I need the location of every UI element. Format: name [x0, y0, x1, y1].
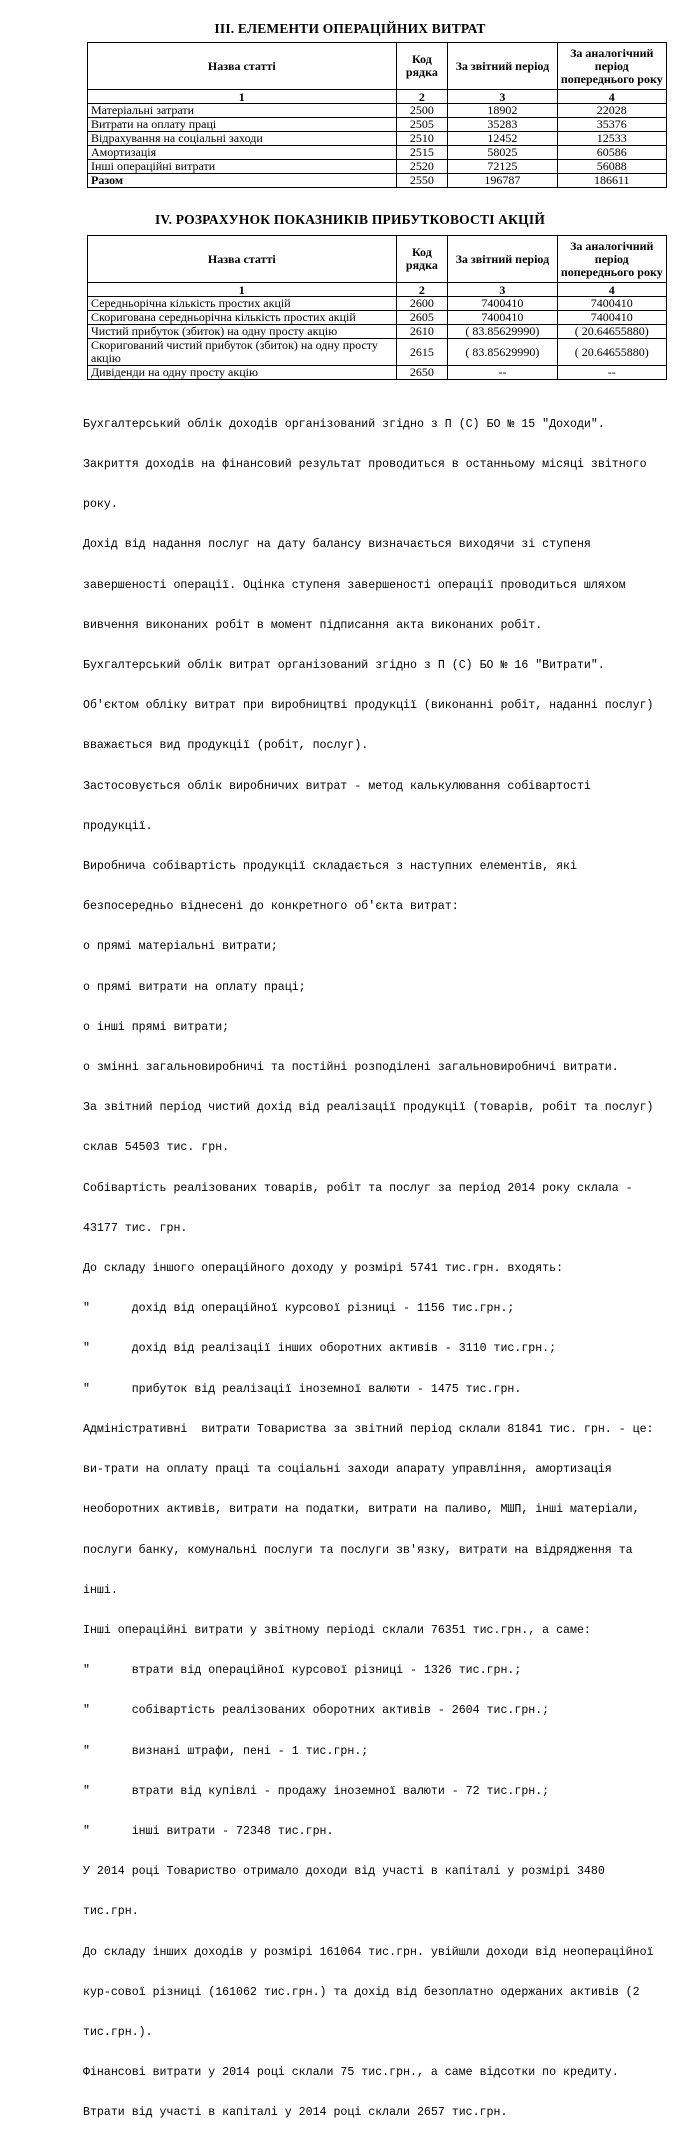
column-number: 3	[448, 90, 557, 104]
note-line: о прямі витрати на оплату праці;	[83, 980, 306, 994]
table-row	[88, 366, 667, 380]
row-code: 2605	[396, 311, 448, 325]
note-line: Виробнича собівартість продукції складається з наступних елементів, які	[83, 860, 577, 874]
header-name: Назва статті	[88, 43, 397, 90]
note-line: Закриття доходів на фінансовий результат проводиться в останньому місяці звітного	[83, 458, 647, 472]
row-code: 2515	[396, 146, 448, 160]
row-name: Амортизація	[88, 146, 397, 160]
note-line: 43177 тис. грн.	[83, 1221, 188, 1235]
note-line: Об'єктом обліку витрат при виробництві продукції (виконанні робіт, наданні послуг)	[83, 699, 654, 713]
row-previous: 22028	[557, 104, 666, 118]
row-code: 2505	[396, 118, 448, 132]
header-previous: За аналогічний період попереднього року	[557, 43, 666, 90]
column-number: 4	[557, 283, 666, 297]
table-row	[88, 311, 667, 325]
table-total-row	[88, 174, 667, 188]
header-code: Код рядка	[396, 236, 448, 283]
header-name: Назва статті	[88, 236, 397, 283]
row-current: 196787	[448, 174, 557, 188]
table-row	[88, 146, 667, 160]
note-line: вважається вид продукції (робіт, послуг).	[83, 739, 369, 753]
table-row	[88, 325, 667, 339]
header-code: Код рядка	[396, 43, 448, 90]
share-profitability-table	[87, 235, 667, 380]
note-line: " прибуток від реалізації іноземної валюти - 1475 тис.грн.	[83, 1382, 522, 1396]
note-line: о змінні загальновиробничі та постійні розподілені загальновиробничі витрати.	[83, 1061, 619, 1075]
table-row	[88, 339, 667, 366]
note-line: тис.грн.	[83, 1905, 139, 1919]
row-code: 2600	[396, 297, 448, 311]
row-code: 2520	[396, 160, 448, 174]
column-number: 4	[557, 90, 666, 104]
row-current: ( 83.85629990)	[448, 339, 557, 366]
note-line: Застосовується облік виробничих витрат - метод калькулювання собівартості	[83, 779, 591, 793]
row-code: 2500	[396, 104, 448, 118]
row-name: Інші операційні витрати	[88, 160, 397, 174]
row-previous: 7400410	[557, 297, 666, 311]
row-name: Матеріальні затрати	[88, 104, 397, 118]
operating-expenses-table	[87, 42, 667, 188]
row-code: 2650	[396, 366, 448, 380]
note-line: о інші прямі витрати;	[83, 1020, 230, 1034]
row-previous: 35376	[557, 118, 666, 132]
note-line: " втрати від операційної курсової різниці - 1326 тис.грн.;	[83, 1664, 522, 1678]
note-line: Дохід від надання послуг на дату балансу визначається виходячи зі ступеня	[83, 538, 591, 552]
note-line: Адміністративні витрати Товариства за звітний період склали 81841 тис. грн. - це:	[83, 1422, 654, 1436]
table-row	[88, 118, 667, 132]
column-number: 2	[396, 90, 448, 104]
row-previous: 56088	[557, 160, 666, 174]
row-previous: 186611	[557, 174, 666, 188]
row-name: Середньорічна кількість простих акцій	[88, 297, 397, 311]
row-current: 7400410	[448, 297, 557, 311]
table-row	[88, 297, 667, 311]
row-name: Скоригована середньорічна кількість простих акцій	[88, 311, 397, 325]
row-code: 2550	[396, 174, 448, 188]
note-line: Бухгалтерський облік доходів організований згідно з П (С) БО № 15 "Доходи".	[83, 417, 605, 431]
column-number: 2	[396, 283, 448, 297]
note-line: кур-сової різниці (161062 тис.грн.) та дохід від безоплатно одержаних активів (2	[83, 1985, 640, 1999]
row-previous: ( 20.64655880)	[557, 325, 666, 339]
note-line: Собівартість реалізованих товарів, робіт та послуг за період 2014 року склала -	[83, 1181, 633, 1195]
header-current: За звітний період	[448, 236, 557, 283]
note-line: ви-трати на оплату праці та соціальні заходи апарату управління, амортизація	[83, 1463, 612, 1477]
row-name: Відрахування на соціальні заходи	[88, 132, 397, 146]
row-code: 2610	[396, 325, 448, 339]
note-line: До складу іншого операційного доходу у розмірі 5741 тис.грн. входять:	[83, 1262, 564, 1276]
section-4-title: IV. РОЗРАХУНОК ПОКАЗНИКІВ ПРИБУТКОВОСТІ АКЦІЙ	[154, 212, 546, 227]
row-name: Разом	[88, 174, 397, 188]
note-line: " дохід від операційної курсової різниці - 1156 тис.грн.;	[83, 1302, 515, 1316]
note-line: безпосередньо віднесені до конкретного об'єкта витрат:	[83, 900, 459, 914]
row-name: Скоригований чистий прибуток (збиток) на одну просту акцію	[88, 339, 397, 366]
note-line: " інші витрати - 72348 тис.грн.	[83, 1824, 334, 1838]
row-previous: ( 20.64655880)	[557, 339, 666, 366]
row-previous: 12533	[557, 132, 666, 146]
note-line: " втрати від купівлі - продажу іноземної валюти - 72 тис.грн.;	[83, 1784, 550, 1798]
note-line: завершеності операції. Оцінка ступеня завершеності операції проводиться шляхом	[83, 578, 626, 592]
table-header-row	[88, 236, 667, 283]
note-line: Фінансові витрати у 2014 році склали 75 тис.грн., а саме відсотки по кредиту.	[83, 2066, 619, 2080]
column-number-row	[88, 90, 667, 104]
note-line: необоротних активів, витрати на податки, витрати на паливо, МШП, інші матеріали,	[83, 1503, 640, 1517]
row-name: Витрати на оплату праці	[88, 118, 397, 132]
column-number: 3	[448, 283, 557, 297]
note-line: послуги банку, комунальні послуги та послуги зв'язку, витрати на відрядження та	[83, 1543, 633, 1557]
row-current: 7400410	[448, 311, 557, 325]
row-current: ( 83.85629990)	[448, 325, 557, 339]
explanatory-notes	[83, 391, 683, 2133]
note-line: продукції.	[83, 819, 153, 833]
note-line: року.	[83, 498, 118, 512]
note-line: У 2014 році Товариство отримало доходи від участі в капіталі у розмірі 3480	[83, 1865, 605, 1879]
row-previous: 7400410	[557, 311, 666, 325]
note-line: " дохід від реалізації інших оборотних активів - 3110 тис.грн.;	[83, 1342, 557, 1356]
column-number: 1	[88, 90, 397, 104]
note-line: склав 54503 тис. грн.	[83, 1141, 230, 1155]
table-row	[88, 104, 667, 118]
header-current: За звітний період	[448, 43, 557, 90]
note-line: о прямі матеріальні витрати;	[83, 940, 278, 954]
row-name: Дивіденди на одну просту акцію	[88, 366, 397, 380]
note-line: " визнані штрафи, пені - 1 тис.грн.;	[83, 1744, 369, 1758]
table-header-row	[88, 43, 667, 90]
row-code: 2615	[396, 339, 448, 366]
note-line: тис.грн.).	[83, 2025, 153, 2039]
note-line: інші.	[83, 1583, 118, 1597]
header-previous: За аналогічний період попереднього року	[557, 236, 666, 283]
row-name: Чистий прибуток (збиток) на одну просту акцію	[88, 325, 397, 339]
column-number: 1	[88, 283, 397, 297]
note-line: Інші операційні витрати у звітному періоді склали 76351 тис.грн., а саме:	[83, 1623, 591, 1637]
section-3-title: ІІІ. ЕЛЕМЕНТИ ОПЕРАЦІЙНИХ ВИТРАТ	[214, 21, 486, 36]
row-current: 12452	[448, 132, 557, 146]
row-current: --	[448, 366, 557, 380]
table-row	[88, 132, 667, 146]
note-line: До складу інших доходів у розмірі 161064 тис.грн. увійшли доходи від неопераційної	[83, 1945, 654, 1959]
table-row	[88, 160, 667, 174]
row-current: 35283	[448, 118, 557, 132]
note-line: Втрати від участі в капіталі у 2014 році склали 2657 тис.грн.	[83, 2106, 508, 2120]
row-previous: --	[557, 366, 666, 380]
note-line: Бухгалтерський облік витрат організований згідно з П (С) БО № 16 "Витрати".	[83, 659, 605, 673]
row-current: 72125	[448, 160, 557, 174]
note-line: " собівартість реалізованих оборотних активів - 2604 тис.грн.;	[83, 1704, 550, 1718]
row-code: 2510	[396, 132, 448, 146]
note-line: За звітний період чистий дохід від реалізації продукції (товарів, робіт та послуг)	[83, 1101, 654, 1115]
row-previous: 60586	[557, 146, 666, 160]
note-line: вивчення виконаних робіт в момент підписання акта виконаних робіт.	[83, 618, 543, 632]
column-number-row	[88, 283, 667, 297]
row-current: 58025	[448, 146, 557, 160]
row-current: 18902	[448, 104, 557, 118]
